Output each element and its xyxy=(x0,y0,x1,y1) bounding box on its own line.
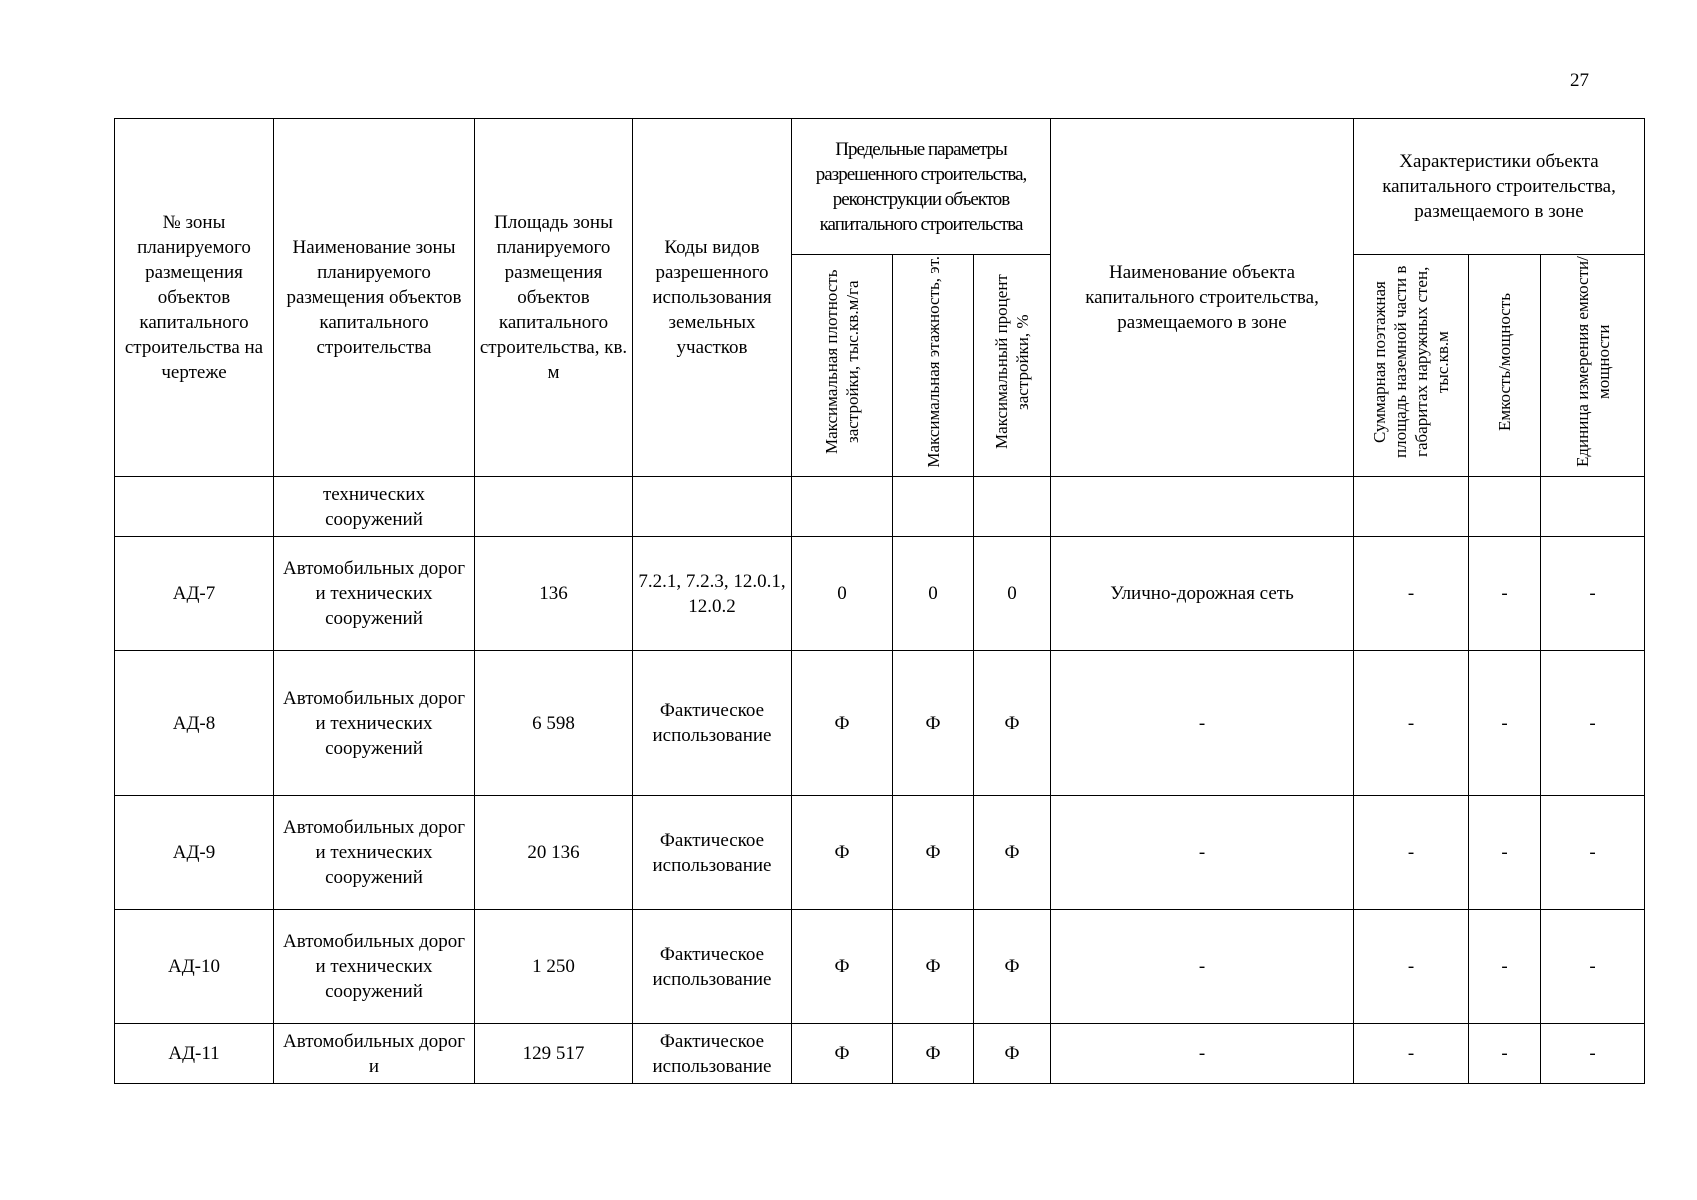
page-number: 27 xyxy=(1570,70,1589,91)
header-total-area: Суммарная поэтажная площадь наземной части в габаритах наружных стен, тыс.кв.м xyxy=(1370,265,1453,459)
cell-total: - xyxy=(1354,796,1469,910)
cell-density: Ф xyxy=(792,651,893,796)
header-zone-no: № зоны планируемого размещения объектов капитального строительства на чертеже xyxy=(115,119,274,477)
cell-floors: Ф xyxy=(893,796,974,910)
header-zone-name: Наименование зоны планируемого размещения объектов капитального строительства xyxy=(274,119,475,477)
cell-codes: Фактическое использование xyxy=(633,796,792,910)
cell-zone: АД-7 xyxy=(115,537,274,651)
cell-floors: Ф xyxy=(893,910,974,1024)
cell-total xyxy=(1354,477,1469,537)
cell-capacity: - xyxy=(1469,1024,1541,1084)
cell-density: Ф xyxy=(792,1024,893,1084)
cell-zone: АД-9 xyxy=(115,796,274,910)
cell-zone: АД-11 xyxy=(115,1024,274,1084)
cell-name: Автомобильных дорог и технических сооружений xyxy=(274,651,475,796)
cell-unit: - xyxy=(1541,537,1645,651)
cell-unit: - xyxy=(1541,796,1645,910)
cell-floors: Ф xyxy=(893,1024,974,1084)
cell-area xyxy=(475,477,633,537)
cell-zone: АД-10 xyxy=(115,910,274,1024)
cell-total: - xyxy=(1354,910,1469,1024)
zones-table xyxy=(114,118,1645,1084)
header-group-limits: Предельные параметры разрешенного строительства, реконструкции объектов капитального строительства xyxy=(792,119,1051,255)
table-row xyxy=(115,537,1645,651)
cell-codes: Фактическое использование xyxy=(633,651,792,796)
cell-capacity xyxy=(1469,477,1541,537)
cell-density: Ф xyxy=(792,910,893,1024)
header-capacity: Емкость/мощность xyxy=(1495,292,1515,431)
cell-capacity: - xyxy=(1469,796,1541,910)
cell-codes: 7.2.1, 7.2.3, 12.0.1, 12.0.2 xyxy=(633,537,792,651)
cell-object: - xyxy=(1051,651,1354,796)
cell-floors: Ф xyxy=(893,651,974,796)
cell-name: Автомобильных дорог и технических сооружений xyxy=(274,537,475,651)
cell-floors: 0 xyxy=(893,537,974,651)
cell-capacity: - xyxy=(1469,651,1541,796)
header-capacity-cell xyxy=(1469,255,1541,477)
cell-capacity: - xyxy=(1469,537,1541,651)
header-floors-cell xyxy=(893,255,974,477)
cell-unit: - xyxy=(1541,651,1645,796)
cell-codes xyxy=(633,477,792,537)
table-row xyxy=(115,796,1645,910)
cell-area: 129 517 xyxy=(475,1024,633,1084)
cell-percent: Ф xyxy=(974,796,1051,910)
cell-unit: - xyxy=(1541,1024,1645,1084)
cell-density xyxy=(792,477,893,537)
header-unit-cell xyxy=(1541,255,1645,477)
cell-percent: Ф xyxy=(974,1024,1051,1084)
header-group-characteristics: Характеристики объекта капитального строительства, размещаемого в зоне xyxy=(1354,119,1645,255)
cell-density: 0 xyxy=(792,537,893,651)
cell-area: 1 250 xyxy=(475,910,633,1024)
header-percent: Максимальный процент застройки, % xyxy=(992,274,1032,450)
cell-unit xyxy=(1541,477,1645,537)
cell-capacity: - xyxy=(1469,910,1541,1024)
cell-zone xyxy=(115,477,274,537)
header-codes: Коды видов разрешенного использования земельных участков xyxy=(633,119,792,477)
cell-area: 136 xyxy=(475,537,633,651)
cell-percent: Ф xyxy=(974,910,1051,1024)
header-unit: Единица измерения емкости/мощности xyxy=(1572,256,1613,468)
cell-density: Ф xyxy=(792,796,893,910)
cell-zone: АД-8 xyxy=(115,651,274,796)
header-percent-cell xyxy=(974,255,1051,477)
cell-object: - xyxy=(1051,796,1354,910)
table-row xyxy=(115,477,1645,537)
cell-unit: - xyxy=(1541,910,1645,1024)
cell-object: Улично-дорожная сеть xyxy=(1051,537,1354,651)
cell-name: Автомобильных дорог и xyxy=(274,1024,475,1084)
cell-total: - xyxy=(1354,537,1469,651)
cell-name: Автомобильных дорог и технических сооружений xyxy=(274,910,475,1024)
header-total-area-cell xyxy=(1354,255,1469,477)
table-row xyxy=(115,1024,1645,1084)
cell-percent xyxy=(974,477,1051,537)
cell-codes: Фактическое использование xyxy=(633,1024,792,1084)
header-area: Площадь зоны планируемого размещения объектов капитального строительства, кв. м xyxy=(475,119,633,477)
cell-total: - xyxy=(1354,651,1469,796)
cell-percent: Ф xyxy=(974,651,1051,796)
header-object-name: Наименование объекта капитального строительства, размещаемого в зоне xyxy=(1051,119,1354,477)
cell-object: - xyxy=(1051,910,1354,1024)
cell-percent: 0 xyxy=(974,537,1051,651)
cell-codes: Фактическое использование xyxy=(633,910,792,1024)
table-row xyxy=(115,910,1645,1024)
table-row xyxy=(115,651,1645,796)
cell-area: 20 136 xyxy=(475,796,633,910)
cell-name: технических сооружений xyxy=(274,477,475,537)
header-floors: Максимальная этажность, эт. xyxy=(923,256,943,468)
cell-object: - xyxy=(1051,1024,1354,1084)
cell-floors xyxy=(893,477,974,537)
header-density-cell xyxy=(792,255,893,477)
cell-area: 6 598 xyxy=(475,651,633,796)
header-density: Максимальная плотность застройки, тыс.кв.м/га xyxy=(822,269,862,455)
cell-total: - xyxy=(1354,1024,1469,1084)
cell-object xyxy=(1051,477,1354,537)
cell-name: Автомобильных дорог и технических сооружений xyxy=(274,796,475,910)
